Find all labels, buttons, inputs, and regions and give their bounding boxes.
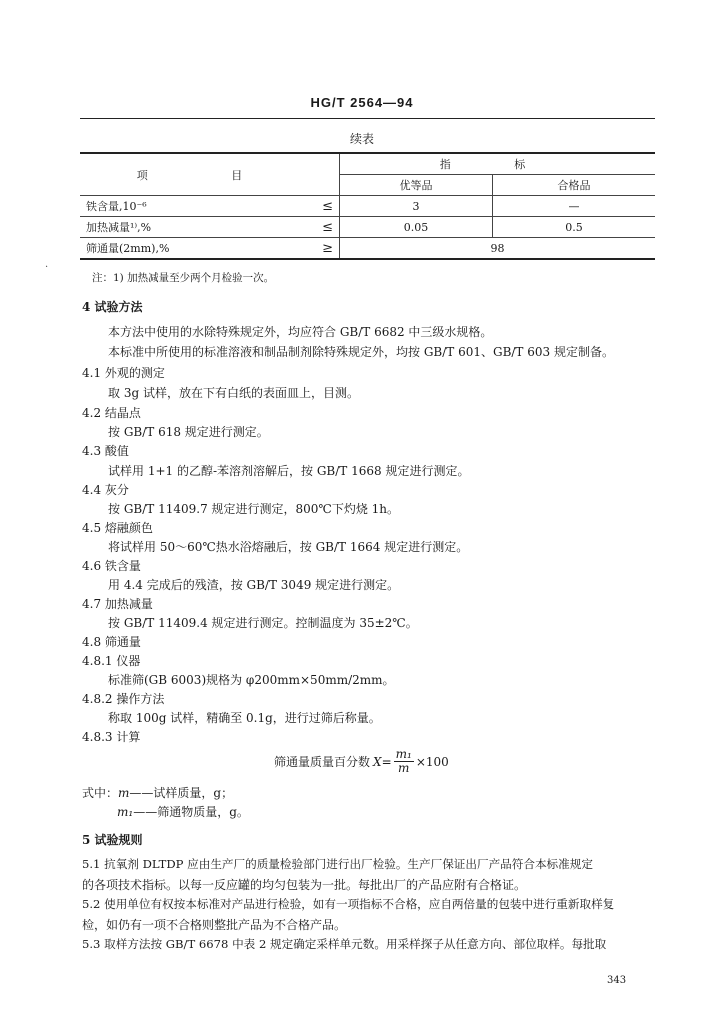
row-item: 筛通量(2mm),%: [80, 238, 307, 260]
page-number: 343: [607, 975, 627, 986]
section-4-1-text: 取 3g 试样，放在下有白纸的表面皿上，目测。: [108, 386, 359, 400]
formula: [274, 748, 449, 775]
table-row: [80, 238, 655, 260]
section-4-8-2-text: 称取 100g 试样，精确至 0.1g，进行过筛后称量。: [108, 711, 381, 725]
formula-equals: =: [381, 754, 392, 769]
section-5-1-line-1: 5.1 抗氧剂 DLTDP 应由生产厂的质量检验部门进行出厂检验。生产厂保证出厂产品符合本标准规定: [82, 857, 593, 871]
formula-tail: ×100: [415, 754, 449, 769]
header-index-cell: 指 标: [340, 153, 656, 175]
table-row: [80, 217, 655, 238]
row-item: 加热减量¹⁾,%: [80, 217, 307, 238]
section-4-8-1-title: 4.8.1 仪器: [82, 654, 141, 668]
table-header-row-1: [80, 153, 655, 175]
section-4-8-title: 4.8 筛通量: [82, 635, 141, 649]
section-4-5-title: 4.5 熔融颜色: [82, 521, 153, 535]
section-4-para-2: 本标准中所使用的标准溶液和制品制剂除特殊规定外，均按 GB/T 601、GB/T 603 规定制备。: [108, 345, 614, 359]
formula-label: 筛通量质量百分数: [274, 755, 371, 769]
row-item: 铁含量,10⁻⁶: [80, 196, 307, 217]
table-caption: 续表: [349, 132, 374, 146]
section-4-5-text: 将试样用 50～60℃热水浴熔融后，按 GB/T 1664 规定进行测定。: [108, 540, 469, 554]
row-superior: 0.05: [340, 217, 493, 238]
row-superior: 3: [340, 196, 493, 217]
section-4-7-text: 按 GB/T 11409.4 规定进行测定。控制温度为 35±2℃。: [108, 616, 418, 630]
section-4-title: 4 试验方法: [82, 300, 143, 314]
row-qualified: 0.5: [493, 217, 656, 238]
section-5-title: 5 试验规则: [82, 833, 143, 847]
header-superior-cell: 优等品: [340, 175, 493, 196]
spec-table: [80, 152, 655, 260]
section-5-2-line-1: 5.2 使用单位有权按本标准对产品进行检验，如有一项指标不合格，应自两倍量的包装中进行重新取样复: [82, 897, 615, 911]
where-m1-symbol: m₁: [117, 805, 134, 819]
header-item-label: 项 目: [136, 168, 283, 182]
section-5-2-line-2: 检，如仍有一项不合格则整批产品为不合格产品。: [82, 918, 347, 932]
row-symbol: ≥: [307, 238, 340, 260]
section-4-8-2-title: 4.8.2 操作方法: [82, 692, 165, 706]
section-4-3-title: 4.3 酸值: [82, 444, 129, 458]
section-4-4-title: 4.4 灰分: [82, 483, 129, 497]
where-m-line: [82, 784, 233, 801]
formula-denominator: m: [398, 761, 410, 775]
where-m1-line: [117, 803, 249, 820]
standard-code: HG/T 2564—94: [310, 95, 414, 110]
where-m-desc: ——试样质量，g；: [129, 786, 234, 800]
section-5-1-line-2: 的各项技术指标。以每一反应罐的均匀包装为一批。每批出厂的产品应附有合格证。: [82, 878, 527, 892]
table-row: [80, 196, 655, 217]
section-4-3-text: 试样用 1+1 的乙醇-苯溶剂溶解后，按 GB/T 1668 规定进行测定。: [108, 464, 470, 478]
formula-variable: X: [373, 754, 382, 769]
section-5-3-line-1: 5.3 取样方法按 GB/T 6678 中表 2 规定确定采样单元数。用采样探子从任意方向、部位取样。每批取: [82, 937, 607, 951]
table-footnote: 注：1) 加热减量至少两个月检验一次。: [92, 272, 275, 284]
section-4-7-title: 4.7 加热减量: [82, 597, 153, 611]
formula-fraction: [394, 748, 414, 775]
where-m1-desc: ——筛通物质量，g。: [133, 805, 249, 819]
section-4-6-text: 用 4.4 完成后的残渣，按 GB/T 3049 规定进行测定。: [108, 578, 400, 592]
section-4-8-1-text: 标准筛(GB 6003)规格为 φ200mm×50mm/2mm。: [108, 673, 395, 687]
where-m-symbol: m: [118, 786, 130, 800]
section-4-para-1: 本方法中使用的水除特殊规定外，均应符合 GB/T 6682 中三级水规格。: [108, 325, 493, 339]
header-qualified-cell: 合格品: [493, 175, 656, 196]
section-4-4-text: 按 GB/T 11409.7 规定进行测定，800℃下灼烧 1h。: [108, 502, 400, 516]
row-symbol: ≤: [307, 217, 340, 238]
row-symbol: ≤: [307, 196, 340, 217]
header-rule: [80, 118, 655, 119]
scan-speck: ·: [45, 262, 49, 273]
formula-numerator: m₁: [395, 747, 412, 761]
row-qualified: —: [493, 196, 656, 217]
where-label: 式中：: [82, 786, 119, 800]
section-4-2-text: 按 GB/T 618 规定进行测定。: [108, 425, 269, 439]
section-4-1-title: 4.1 外观的测定: [82, 366, 165, 380]
section-4-8-3-title: 4.8.3 计算: [82, 730, 141, 744]
row-merged-value: 98: [340, 238, 656, 260]
section-4-6-title: 4.6 铁含量: [82, 559, 141, 573]
section-4-2-title: 4.2 结晶点: [82, 406, 141, 420]
header-item-cell: [80, 153, 340, 196]
